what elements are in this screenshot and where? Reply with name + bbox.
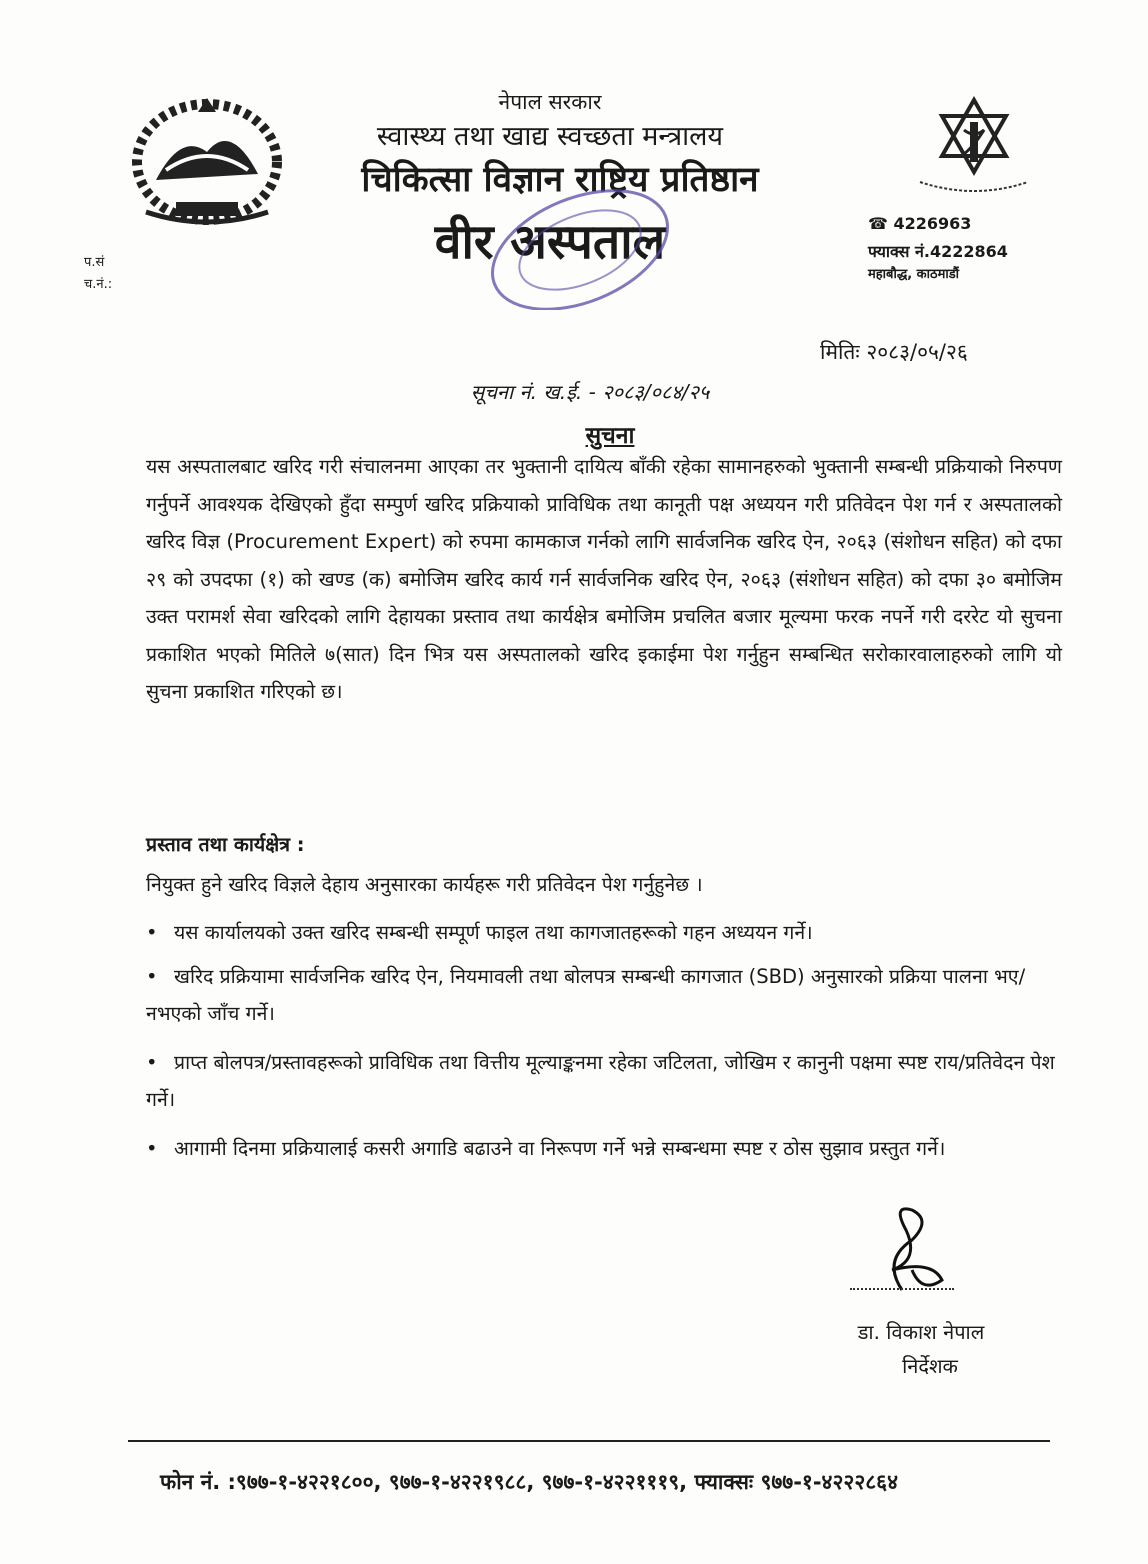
header-hospital-name: वीर अस्पताल bbox=[434, 214, 666, 270]
phone-icon: ☎ bbox=[868, 214, 894, 233]
footer-divider bbox=[128, 1440, 1050, 1442]
signatory-title: निर्देशक bbox=[902, 1354, 958, 1378]
notice-number: सूचना नं. ख.ई. - २०८३/०८४/२५ bbox=[470, 380, 710, 404]
notice-date: मितिः २०८३/०५/२६ bbox=[820, 340, 968, 364]
header-gov-name: नेपाल सरकार bbox=[498, 90, 602, 114]
bullet-icon: • bbox=[146, 965, 158, 988]
list-item: • यस कार्यालयको उक्त खरिद सम्बन्धी सम्पूर्ण फाइल तथा कागजातहरूको गहन अध्ययन गर्ने। bbox=[146, 914, 1056, 951]
list-item: • प्राप्त बोलपत्र/प्रस्तावहरूको प्राविधिक तथा वित्तीय मूल्याङ्कनमा रहेका जटिलता, जोखिम र कानुनी पक्षमा स्पष्ट राय/प्रतिवेदन पेश गर्ने। bbox=[146, 1044, 1056, 1118]
hospital-star-logo bbox=[912, 96, 1036, 206]
nepal-emblem-logo bbox=[126, 92, 288, 232]
contact-address: महाबौद्ध, काठमाडौं bbox=[868, 267, 960, 282]
notice-body: यस अस्पतालबाट खरिद गरी संचालनमा आएका तर भुक्तानी दायित्य बाँकी रहेका सामानहरुको भुक्तानी सम्बन्धी प्रक्रियाको निरुपण गर्नुपर्ने आवश्यक देखिएको हुँदा सम्पुर्ण खरिद प्रक्रियाको प्राविधिक तथा कानूती पक्ष अध्ययन गरी प्रतिवेदन पेश गर्न र अस्पतालको खरिद विज्ञ (Procurement Expert) को रुपमा कामकाज गर्नको लागि सार्वजनिक खरिद ऐन, २०६३ (संशोधन सहित) को दफा २९ को उपदफा (१) को खण्ड (क) बमोजिम खरिद कार्य गर्न सार्वजनिक खरिद ऐन, २०६३ (संशोधन सहित) को दफा ३० बमोजिम उक्त परामर्श सेवा खरिदको लागि देहायका प्रस्ताव तथा कार्यक्षेत्र बमोजिम प्रचलित बजार मूल्यमा फरक नपर्ने गरी दररेट यो सुचना प्रकाशित भएको मितिले ७(सात) दिन भित्र यस अस्पतालको खरिद इकाईमा पेश गर्नुहुन सम्बन्धित सरोकारवालाहरुको लागि यो सुचना प्रकाशित गरिएको छ। bbox=[146, 455, 1062, 703]
phone-number: 4226963 bbox=[893, 214, 972, 233]
signatory-name: डा. विकाश नेपाल bbox=[857, 1320, 985, 1344]
section-intro: नियुक्त हुने खरिद विज्ञले देहाय अनुसारका कार्यहरू गरी प्रतिवेदन पेश गर्नुहुनेछ । bbox=[146, 873, 703, 896]
contact-phone bbox=[868, 214, 971, 233]
notice-title: सुचना bbox=[585, 423, 635, 449]
handwritten-signature bbox=[862, 1200, 962, 1300]
list-item: • खरिद प्रक्रियामा सार्वजनिक खरिद ऐन, नियमावली तथा बोलपत्र सम्बन्धी कागजात (SBD) अनुसारको प्रक्रिया पालना भए/नभएको जाँच गर्ने। bbox=[146, 958, 1056, 1032]
section-heading: प्रस्ताव तथा कार्यक्षेत्र : bbox=[146, 833, 305, 856]
list-item: • आगामी दिनमा प्रक्रियालाई कसरी अगाडि बढाउने वा निरूपण गर्ने भन्ने सम्बन्धमा स्पष्ट र ठोस सुझाव प्रस्तुत गर्ने। bbox=[146, 1130, 1056, 1167]
bullet-icon: • bbox=[146, 921, 158, 944]
header-institute: चिकित्सा विज्ञान राष्ट्रिय प्रतिष्ठान bbox=[361, 160, 759, 200]
bullet-icon: • bbox=[146, 1051, 158, 1074]
ref-pasa-label: प.सं bbox=[84, 255, 105, 270]
header-ministry: स्वास्थ्य तथा खाद्य स्वच्छता मन्त्रालय bbox=[376, 121, 724, 152]
ref-chana-label: च.नं.: bbox=[84, 277, 113, 292]
contact-fax: फ्याक्स नं.4222864 bbox=[868, 242, 1008, 261]
signature-line bbox=[850, 1288, 954, 1290]
footer-contact: फोन नं. :९७७-१-४२२१८००, ९७७-१-४२२१९८८, ९७७-१-४२२१११९, फ्याक्सः ९७७-१-४२२२८६४ bbox=[160, 1470, 898, 1494]
bullet-icon: • bbox=[146, 1137, 158, 1160]
office-stamp bbox=[470, 160, 680, 310]
